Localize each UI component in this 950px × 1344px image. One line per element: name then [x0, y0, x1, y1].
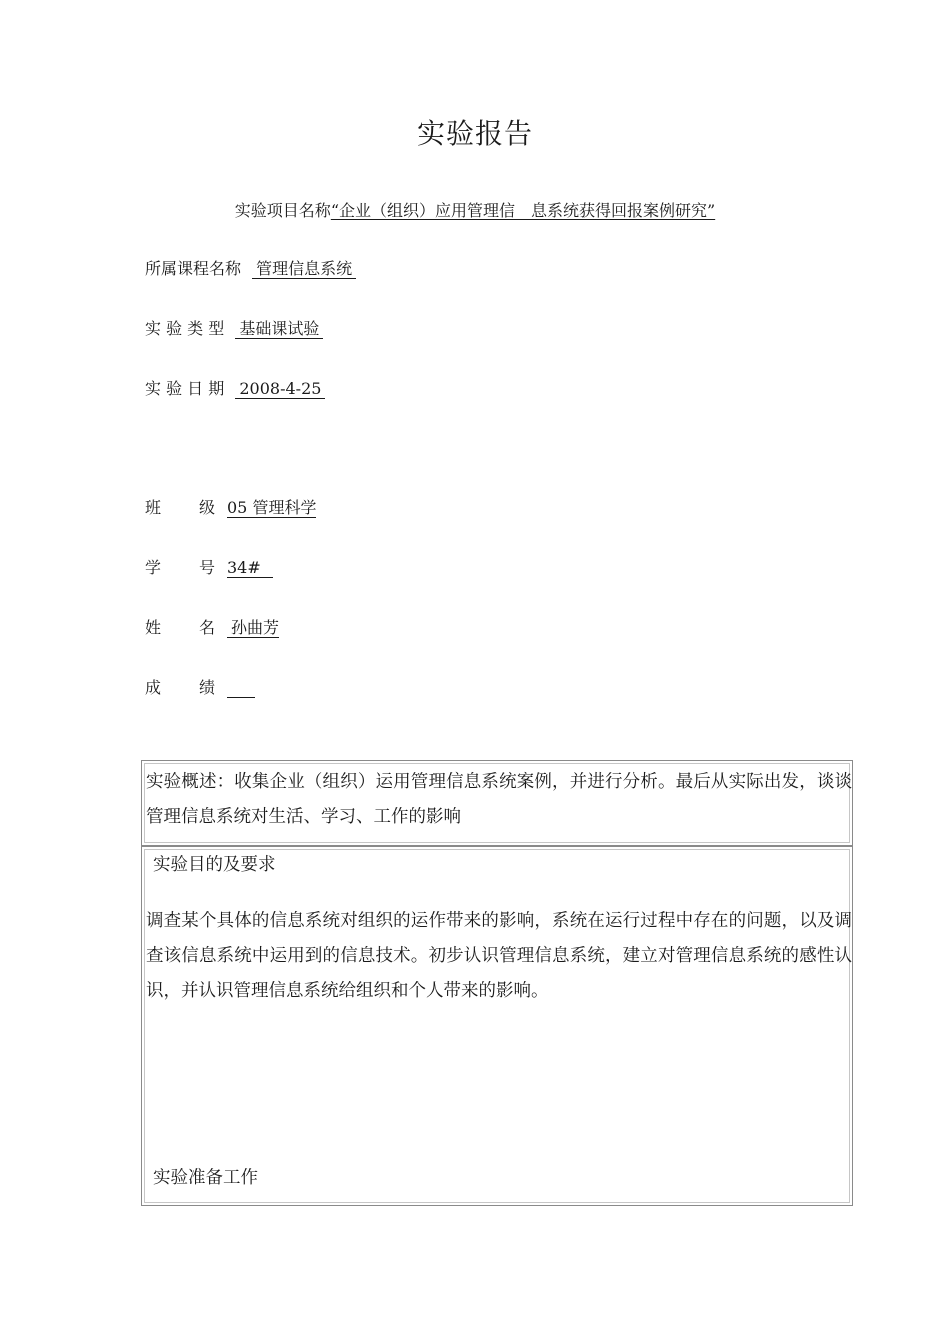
name-label-b: 名 — [199, 618, 216, 637]
course-row — [145, 256, 356, 279]
overview-text: 实验概述：收集企业（组织）运用管理信息系统案例，并进行分析。最后从实际出发，谈谈管理信息系统对生活、学习、工作的影响 — [146, 772, 852, 827]
name-label-a: 姓 — [145, 618, 162, 637]
project-name-row — [0, 198, 950, 221]
type-value: 基础课试验 — [235, 320, 323, 339]
class-label-b: 级 — [199, 498, 216, 517]
date-label: 实 验 日 期 — [145, 379, 225, 398]
date-row — [145, 376, 325, 399]
project-name-value: “企业（组织）应用管理信 息系统获得回报案例研究” — [330, 201, 716, 220]
overview-box — [141, 760, 853, 846]
student-no-label-b: 号 — [199, 558, 216, 577]
class-value: 05 管理科学 — [227, 498, 317, 517]
class-row — [145, 495, 316, 518]
project-name-label: 实验项目名称 — [234, 201, 331, 220]
grade-label-b: 绩 — [199, 678, 216, 697]
student-no-label-a: 学 — [145, 558, 162, 577]
course-label: 所属课程名称 — [145, 259, 242, 278]
grade-label-a: 成 — [145, 678, 162, 697]
course-value: 管理信息系统 — [252, 260, 356, 279]
student-no-row — [145, 555, 273, 578]
name-row — [145, 615, 279, 638]
purpose-text: 调查某个具体的信息系统对组织的运作带来的影响，系统在运行过程中存在的问题，以及调查该信息系统中运用到的信息技术。初步认识管理信息系统，建立对管理信息系统的感性认识，并认识管理信息系统给组织和个人带来的影响。 — [146, 911, 852, 1001]
grade-value — [227, 675, 255, 698]
date-value: 2008-4-25 — [235, 380, 325, 399]
purpose-box — [141, 846, 853, 1206]
preparation-heading: 实验准备工作 — [153, 1168, 258, 1188]
grade-row — [145, 675, 255, 698]
type-label: 实 验 类 型 — [145, 319, 225, 338]
document-title: 实验报告 — [416, 117, 533, 150]
name-value: 孙曲芳 — [227, 619, 279, 638]
class-label-a: 班 — [145, 498, 162, 517]
student-no-value: 34# — [227, 559, 273, 578]
purpose-heading: 实验目的及要求 — [153, 855, 276, 875]
type-row — [145, 316, 323, 339]
